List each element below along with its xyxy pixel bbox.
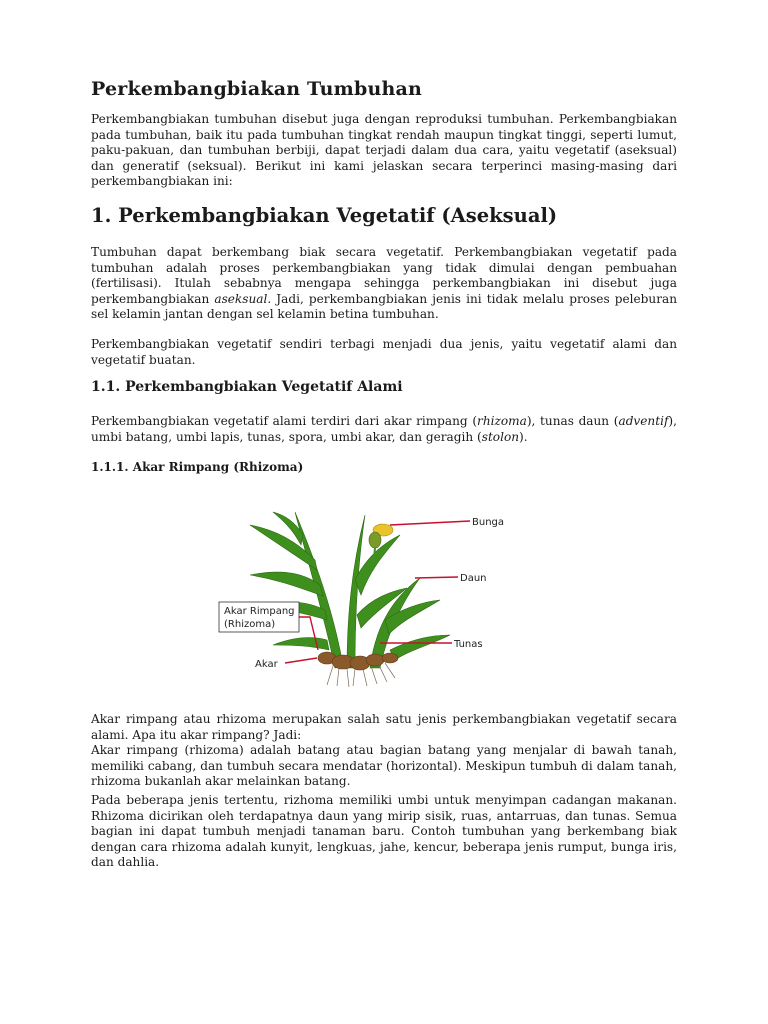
text-run: ), tunas daun ( bbox=[526, 414, 619, 428]
label-tunas: Tunas bbox=[454, 639, 483, 650]
italic-term: rhizoma bbox=[477, 414, 527, 428]
subsection-heading-alami: 1.1. Perkembangbiakan Vegetatif Alami bbox=[91, 379, 403, 395]
rhizoma-paragraph-2: Pada beberapa jenis tertentu, rizhoma memiliki umbi untuk menyimpan cadangan makanan. Rhizoma dicirikan oleh terdapatnya daun yang mirip sisik, ruas, antarruas, dan tunas. Semua bagian ini dapat tumbuh menjadi tanaman baru. Contoh tumbuhan yang berkembang biak dengan cara rhizoma adalah kunyit, lengkuas, jahe, kencur, beberapa jenis rumput, bunga iris, dan dahlia. bbox=[91, 793, 677, 870]
text-run: Tumbuhan dapat berkembang biak secara vegetatif. Perkembangbiakan vegetatif pada tumbuhan adalah proses perkembangbiakan yang tidak dimulai dengan pembuahan (fertilisasi). Itulah sebabnya mengapa sehingga perkembangbiakan ini disebut juga perkembangbiakan bbox=[91, 245, 677, 306]
text-run: Perkembangbiakan vegetatif alami terdiri dari akar rimpang ( bbox=[91, 414, 478, 428]
label-rhizoma-line2: (Rhizoma) bbox=[224, 619, 276, 630]
alami-paragraph bbox=[91, 414, 677, 445]
text-run: ). bbox=[519, 429, 528, 444]
page-title: Perkembangbiakan Tumbuhan bbox=[91, 78, 422, 100]
label-bunga: Bunga bbox=[472, 517, 505, 528]
rhizoma-paragraph-1 bbox=[91, 712, 677, 790]
leaf-cluster bbox=[250, 512, 450, 668]
rhizome-body bbox=[318, 652, 398, 670]
italic-term: stolon bbox=[481, 429, 520, 444]
text-run: . Jadi, perkembangbiakan jenis ini tidak melalu proses peleburan sel kelamin jantan dengan sel kelamin betina tumbuhan. bbox=[91, 291, 677, 322]
vegetatif-paragraph-1 bbox=[91, 245, 677, 323]
italic-term: aseksual bbox=[214, 291, 268, 306]
subsubsection-heading-rhizoma: 1.1.1. Akar Rimpang (Rhizoma) bbox=[91, 460, 304, 474]
label-daun: Daun bbox=[460, 573, 487, 584]
label-akar: Akar bbox=[255, 659, 278, 670]
text-run: ), umbi batang, umbi lapis, tunas, spora, umbi akar, dan geragih ( bbox=[91, 414, 677, 444]
label-rhizoma-line1: Akar Rimpang bbox=[224, 606, 295, 617]
italic-term: adventif bbox=[618, 414, 669, 428]
intro-paragraph: Perkembangbiakan tumbuhan disebut juga dengan reproduksi tumbuhan. Perkembangbiakan pada tumbuhan, baik itu pada tumbuhan tingkat rendah maupun tingkat tinggi, seperti lumut, paku-pakuan, dan tumbuhan berbiji, dapat terjadi dalam dua cara, yaitu vegetatif (aseksual) dan generatif (seksual). Berikut ini kami jelaskan secara terperinci masing-masing dari perkembangbiakan ini: bbox=[91, 112, 677, 189]
text-run: Akar rimpang atau rhizoma merupakan salah satu jenis perkembangbiakan vegetatif secara alami. Apa itu akar rimpang? Jadi: bbox=[91, 712, 677, 742]
text-run: Akar rimpang (rhizoma) adalah batang atau bagian batang yang menjalar di bawah tanah, memiliki cabang, dan tumbuh secara mendatar (horizontal). Meskipun tumbuh di dalam tanah, rhizoma bukanlah akar melainkan batang. bbox=[91, 743, 677, 789]
rhizome-plant-diagram bbox=[215, 500, 525, 690]
section-heading-vegetatif: 1. Perkembangbiakan Vegetatif (Aseksual) bbox=[91, 204, 558, 227]
vegetatif-paragraph-2: Perkembangbiakan vegetatif sendiri terbagi menjadi dua jenis, yaitu vegetatif alami dan vegetatif buatan. bbox=[91, 337, 677, 367]
